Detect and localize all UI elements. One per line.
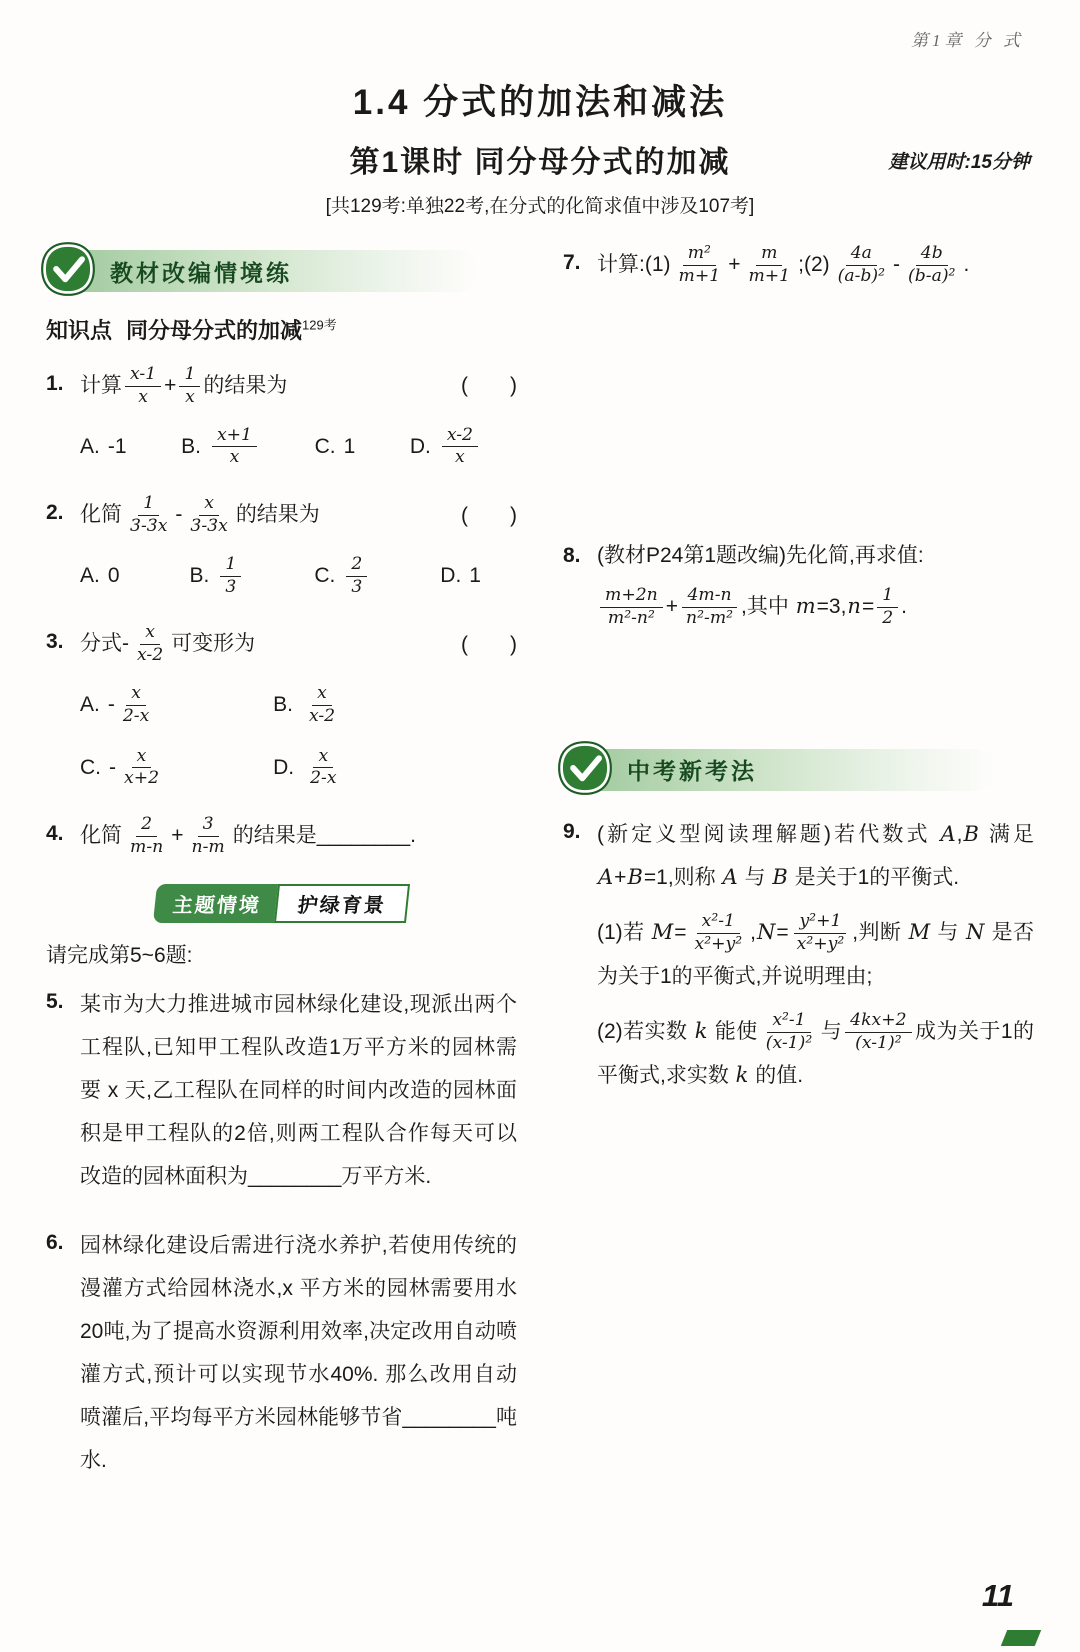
- options-grid: [80, 684, 517, 789]
- option-a: [80, 684, 273, 727]
- fraction: $\frac{1}{3}$: [220, 555, 241, 598]
- fraction: $\frac{1}{x}$: [179, 365, 200, 408]
- option-d: [410, 426, 481, 469]
- fraction: $\frac{2}{m-n}$: [130, 814, 164, 857]
- fraction: $\frac{3}{n-m}$: [191, 814, 225, 857]
- check-icon: [40, 241, 96, 297]
- question-2: [46, 494, 517, 597]
- option-label: A.: [80, 564, 100, 588]
- fraction: $\frac{\text{x²-1}}{\text{(x-1)²}}$: [765, 1010, 813, 1053]
- option-c: [314, 555, 370, 598]
- math-variable: k: [694, 1018, 708, 1043]
- option-content: 1: [343, 434, 356, 458]
- fraction: $\frac{x}{3-3x}$: [190, 493, 228, 536]
- fraction: $\frac{x}{2-x}$: [310, 745, 337, 789]
- knowledge-point-sup: 129考: [302, 317, 337, 333]
- question-number: 4.: [46, 822, 64, 846]
- theme-badge: 主题情境: [153, 884, 281, 923]
- option-label: D.: [440, 564, 462, 588]
- math-variable: A: [940, 821, 956, 846]
- math-variable: B: [772, 865, 788, 890]
- option-content: [439, 426, 481, 469]
- question-stem-line1: (教材P24第1题改编)先化简,再求值:: [597, 543, 924, 567]
- knowledge-point-label: 知识点: [46, 318, 113, 343]
- option-a: [80, 426, 127, 469]
- option-b: [273, 684, 457, 727]
- option-content: [217, 555, 244, 598]
- options-row: [80, 555, 517, 598]
- option-content: 1: [469, 564, 481, 588]
- fraction: $\frac{x}{x-2}$: [137, 622, 164, 666]
- corner-bookmark: [1001, 1630, 1041, 1646]
- option-d: [440, 555, 481, 598]
- option-label: A.: [80, 434, 100, 458]
- question-number: 6.: [46, 1230, 64, 1254]
- answer-bracket: ( ): [461, 374, 517, 398]
- math-variable: M: [908, 920, 931, 945]
- question-number: 2.: [46, 501, 64, 525]
- question-number: 7.: [563, 251, 581, 274]
- theme-name: 护绿育景: [274, 884, 410, 923]
- option-d: [273, 747, 457, 790]
- option-label: D.: [409, 434, 431, 458]
- question-part1: (1)若 M= $\frac{\text{x²-1}}{\text{x²+y²}}$ ,N= $\frac{\text{y²+1}}{\text{x²+y²}}$ ,判断 M 与 N 是否为关于1的平衡式,并说明理由;: [597, 911, 1034, 988]
- option-label: B.: [273, 693, 293, 717]
- question-number: 9.: [563, 819, 581, 843]
- question-text: 园林绿化建设后需进行浇水养护,若使用传统的漫灌方式给园林浇水,x 平方米的园林需要用水20吨,为了提高水资源利用效率,决定改用自动喷灌方式,预计可以实现节水40%. 那么改用自动喷灌后,平均每平方米园林能够节省________吨水.: [80, 1233, 517, 1473]
- question-6: [46, 1224, 517, 1482]
- time-hint: 建议用时:15分钟: [888, 152, 1030, 173]
- option-label: C.: [314, 564, 336, 588]
- math-variable: A: [722, 865, 738, 890]
- left-column: [46, 244, 517, 1508]
- exam-note: [共129考:单独22考,在分式的化简求值中涉及107考]: [325, 196, 755, 217]
- fraction: $\frac{x+1}{x}$: [212, 426, 257, 469]
- math-variable: N: [965, 920, 985, 945]
- question-stem: (新定义型阅读理解题)若代数式 A,B 满足 A+B=1,则称 A 与 B 是关于1的平衡式.: [597, 821, 1034, 890]
- math-variable: m: [795, 594, 816, 619]
- option-content: [301, 684, 343, 727]
- check-icon: [557, 740, 613, 796]
- lesson-subtitle: 第1课时 同分母分式的加减: [349, 146, 731, 179]
- math-variable: A: [598, 865, 614, 890]
- running-head: [46, 26, 1034, 51]
- fraction: $\frac{m+2n}{\text{m²-n²}}$: [600, 586, 663, 629]
- option-label: D.: [273, 755, 295, 779]
- fraction: $\frac{4kx+2}{\text{(x-1)²}}$: [845, 1011, 911, 1054]
- knowledge-point-title: 同分母分式的加减: [126, 318, 303, 343]
- option-content: [302, 747, 344, 790]
- knowledge-point: [46, 314, 517, 345]
- math-variable: n: [847, 594, 861, 619]
- math-variable: B: [963, 821, 979, 846]
- question-text: 某市为大力推进城市园林绿化建设,现派出两个工程队,已知甲工程队改造1万平方米的园林需要 x 天,乙工程队在同样的时间内改造的园林面积是甲工程队的2倍,则两工程队合作每天可以改造的园林面积为________万平方米.: [80, 992, 517, 1188]
- option-label: C.: [80, 755, 101, 779]
- fraction: $\frac{1}{2}$: [877, 586, 898, 629]
- option-label: B.: [189, 564, 210, 588]
- fraction: $\frac{x-2}{x}$: [442, 426, 478, 469]
- section-banner-exam: [563, 749, 996, 791]
- option-label: C.: [314, 434, 336, 458]
- question-number: 1.: [46, 372, 64, 395]
- fraction: $\frac{4a}{\text{(a-b)²}}$: [837, 243, 886, 286]
- math-variable: k: [735, 1062, 749, 1087]
- two-column-layout: [46, 244, 1034, 1508]
- question-stem: 化简 $\frac{1}{3-3x}$ - $\frac{x}{3-3x}$ 的结果为: [80, 493, 320, 536]
- banner-label: 教材改编情境练: [110, 259, 292, 286]
- option-label: A.: [80, 693, 100, 717]
- section-banner-practice: [46, 250, 479, 292]
- question-part2: (2)若实数 k 能使 $\frac{\text{x²-1}}{\text{(x-1)²}}$ 与 $\frac{4kx+2}{\text{(x-1)²}}$ 成为关于1的平衡式,求实数 k 的值.: [597, 1010, 1035, 1087]
- fraction: $\frac{1}{3-3x}$: [130, 493, 168, 536]
- math-variable: N: [756, 920, 776, 945]
- fraction: $\frac{4b}{\text{(b-a)²}}$: [908, 243, 956, 286]
- option-content: [209, 426, 260, 469]
- question-4: [46, 815, 517, 858]
- question-8: [563, 537, 1034, 629]
- fraction: $\frac{x}{x-2}$: [308, 682, 336, 726]
- question-5: [46, 983, 517, 1198]
- option-content: - $\frac{x}{2-x}$: [108, 684, 157, 727]
- option-c: [80, 747, 273, 790]
- option-label: B.: [181, 434, 201, 458]
- question-stem: 计算:(1) $\frac{\text{m²}}{m+1}$ + $\frac{m}{m+1}$ ;(2) $\frac{4a}{\text{(a-b)²}}$ - $\frac{4b}{\text{(b-a)²}}$ .: [597, 243, 970, 286]
- question-1: [46, 365, 517, 468]
- question-number: 8.: [563, 543, 581, 567]
- page-number: 11: [981, 1578, 1014, 1613]
- theme-badge-row: [46, 884, 517, 923]
- chapter-label: 第1章 分 式: [911, 31, 1024, 50]
- math-variable: M: [651, 920, 674, 945]
- option-content: - $\frac{x}{x+2}$: [109, 747, 167, 790]
- question-7: [563, 244, 1034, 287]
- question-3: [46, 623, 517, 789]
- option-c: [315, 426, 356, 469]
- option-content: 0: [107, 564, 120, 588]
- answer-bracket: ( ): [461, 632, 517, 656]
- math-variable: B: [627, 865, 643, 890]
- fraction: $\frac{x}{2-x}$: [122, 682, 150, 726]
- option-a: [80, 555, 120, 598]
- fraction: $\frac{\text{x²-1}}{\text{x²+y²}}$: [694, 911, 743, 955]
- page-title: 1.4 分式的加法和减法: [352, 83, 728, 122]
- option-content: -1: [107, 434, 127, 458]
- instruction-text: 请完成第5~6题:: [46, 943, 193, 967]
- question-stem: 化简 $\frac{2}{m-n}$ + $\frac{3}{n-m}$ 的结果是________.: [80, 814, 416, 857]
- question-stem: 计算 $\frac{x-1}{x}$ + $\frac{1}{x}$ 的结果为: [80, 364, 288, 407]
- fraction: $\frac{m}{m+1}$: [748, 243, 791, 286]
- fraction: $\frac{x-1}{x}$: [125, 365, 161, 408]
- option-b: [181, 426, 260, 469]
- question-stem-line2: $\frac{m+2n}{\text{m²-n²}}$ + $\frac{4m-n}{\text{n²-m²}}$ ,其中 m=3,n= $\frac{1}{2}$ .: [597, 586, 1034, 629]
- banner-label: 中考新考法: [627, 758, 757, 785]
- option-b: [190, 555, 245, 598]
- right-column: [563, 244, 1034, 1508]
- question-stem: 分式- $\frac{x}{x-2}$ 可变形为: [80, 622, 256, 666]
- fraction: $\frac{2}{3}$: [346, 555, 367, 598]
- question-9: [563, 813, 1034, 1097]
- options-row: [80, 426, 517, 469]
- answer-bracket: ( ): [461, 503, 517, 527]
- fraction: $\frac{\text{y²+1}}{\text{x²+y²}}$: [792, 912, 850, 955]
- fraction: $\frac{x}{x+2}$: [124, 745, 160, 789]
- subtitle-row: [46, 137, 1034, 181]
- question-number: 3.: [46, 630, 64, 654]
- fraction: $\frac{\text{m²}}{m+1}$: [678, 243, 721, 286]
- fraction: $\frac{4m-n}{\text{n²-m²}}$: [681, 586, 738, 629]
- option-content: [343, 555, 370, 598]
- question-number: 5.: [46, 989, 64, 1013]
